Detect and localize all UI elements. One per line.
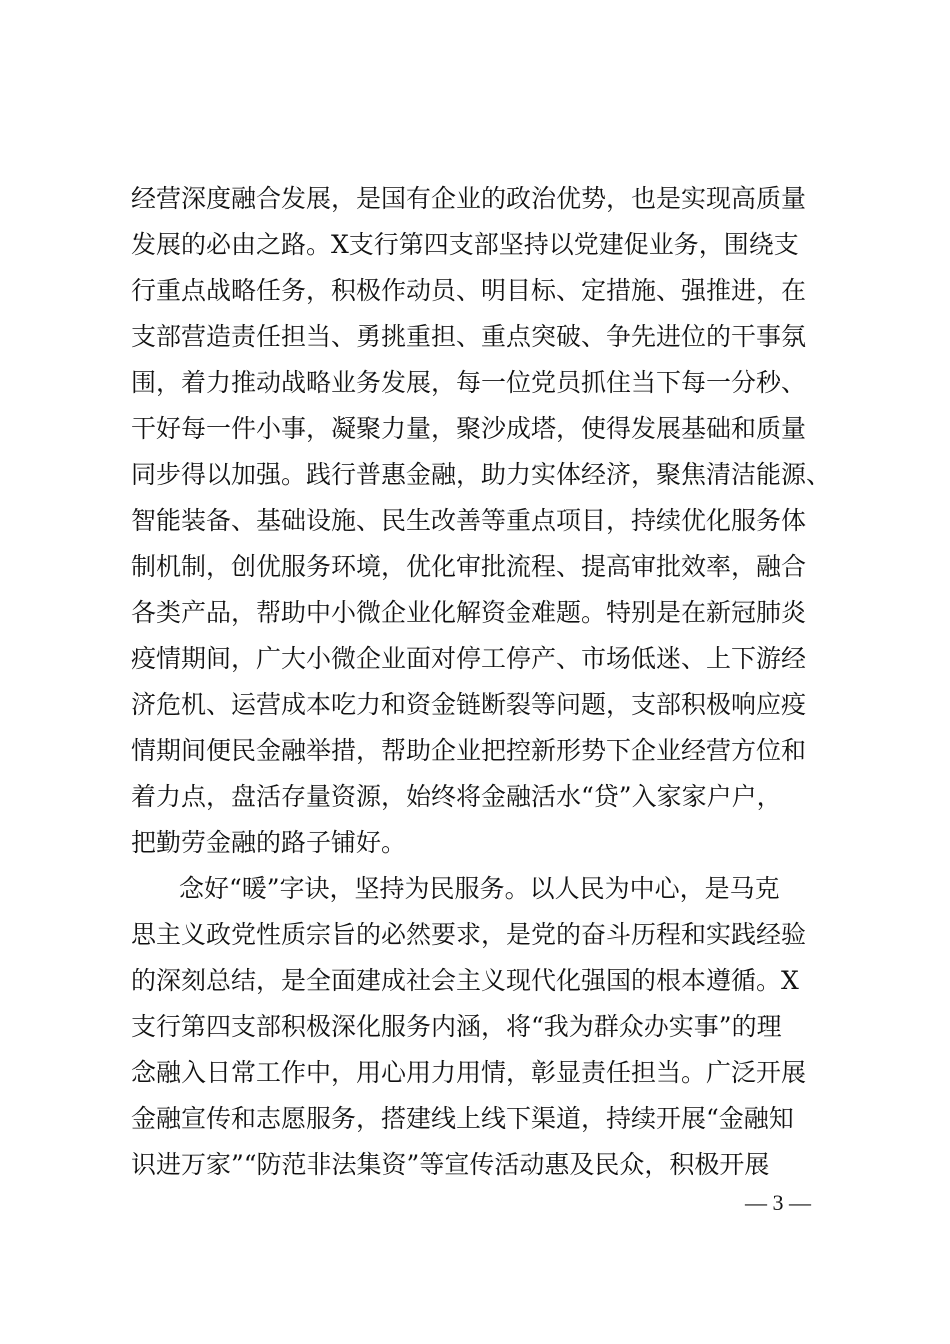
text-line: 经营深度融合发展，是国有企业的政治优势，也是实现高质量	[131, 184, 807, 213]
text-line: 各类产品，帮助中小微企业化解资金难题。特别是在新冠肺炎	[131, 598, 807, 627]
text-line: 着力点，盘活存量资源，始终将金融活水“贷”入家家户户，	[131, 782, 782, 811]
text-line: 识进万家”“防范非法集资”等宣传活动惠及民众，积极开展	[131, 1150, 770, 1179]
body-text	[131, 176, 831, 1188]
paragraph-start-line: 念好“暖”字诀，坚持为民服务。以人民为中心，是马克	[179, 874, 780, 903]
text-line: 思主义政党性质宗旨的必然要求，是党的奋斗历程和实践经验	[131, 920, 807, 949]
text-line: 念融入日常工作中，用心用力用情，彰显责任担当。广泛开展	[131, 1058, 807, 1087]
text-line: 制机制，创优服务环境，优化审批流程、提高审批效率，融合	[131, 552, 807, 581]
text-line: 支行第四支部积极深化服务内涵，将“我为群众办实事”的理	[131, 1012, 782, 1041]
text-line: 的深刻总结，是全面建成社会主义现代化强国的根本遵循。X	[131, 966, 799, 995]
text-line: 智能装备、基础设施、民生改善等重点项目，持续优化服务体	[131, 506, 807, 535]
page-number: — 3 —	[745, 1190, 811, 1215]
text-line: 支部营造责任担当、勇挑重担、重点突破、争先进位的干事氛	[131, 322, 807, 351]
text-line: 围，着力推动战略业务发展，每一位党员抓住当下每一分秒、	[131, 368, 807, 397]
text-line: 把勤劳金融的路子铺好。	[131, 828, 407, 857]
text-line: 疫情期间，广大小微企业面对停工停产、市场低迷、上下游经	[131, 644, 807, 673]
text-line: 济危机、运营成本吃力和资金链断裂等问题，支部积极响应疫	[131, 690, 807, 719]
text-line: 发展的必由之路。X支行第四支部坚持以党建促业务，围绕支	[131, 230, 799, 259]
text-line: 干好每一件小事，凝聚力量，聚沙成塔，使得发展基础和质量	[131, 414, 807, 443]
text-line: 情期间便民金融举措，帮助企业把控新形势下企业经营方位和	[131, 736, 807, 765]
text-line: 金融宣传和志愿服务，搭建线上线下渠道，持续开展“金融知	[131, 1104, 794, 1133]
text-line: 同步得以加强。践行普惠金融，助力实体经济，聚焦清洁能源、	[131, 460, 832, 489]
text-line: 行重点战略任务，积极作动员、明目标、定措施、强推进，在	[131, 276, 807, 305]
